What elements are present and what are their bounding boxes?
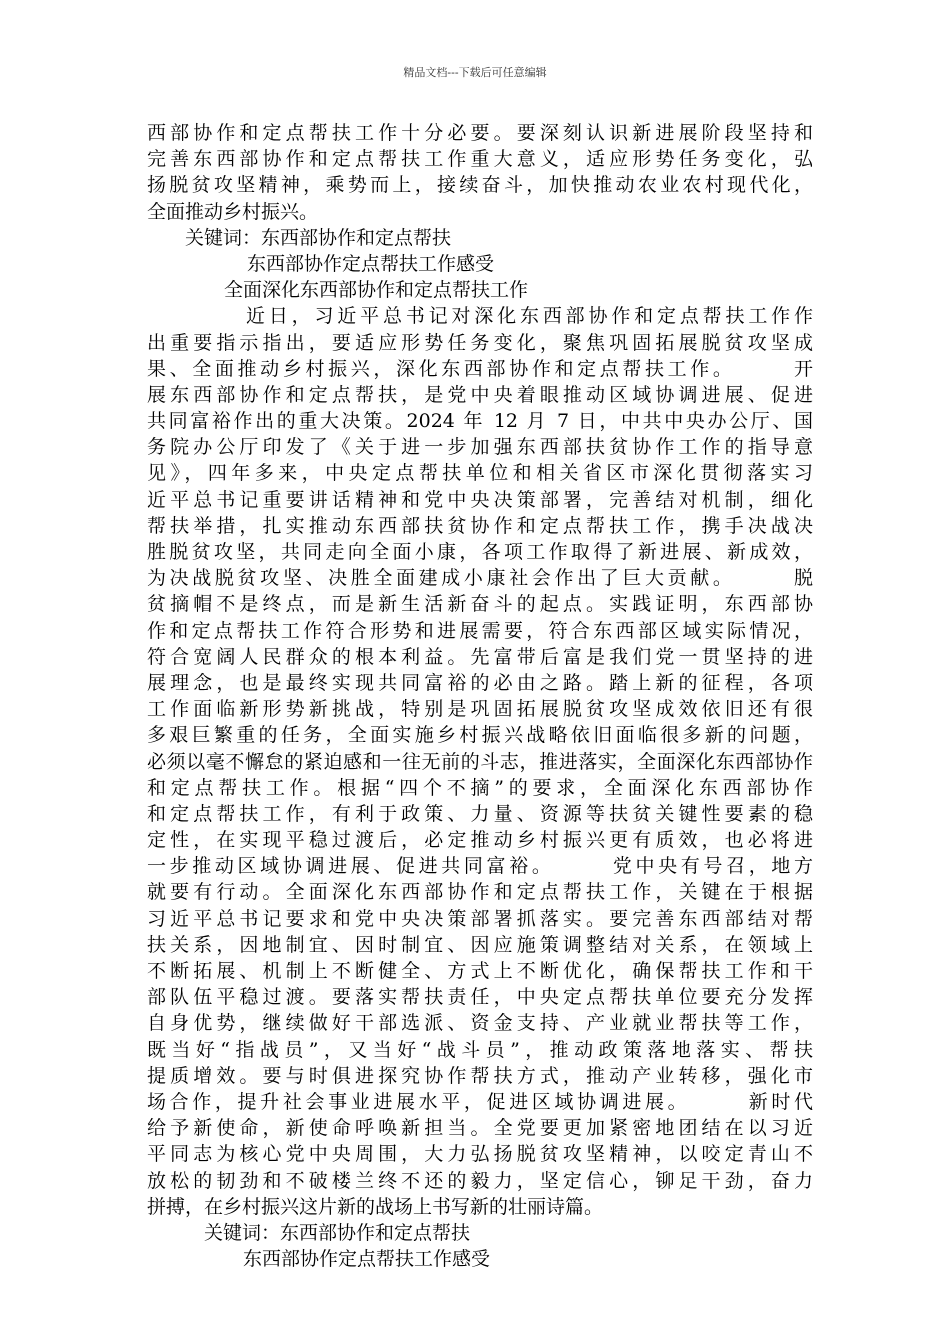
text-line: 西部协作和定点帮扶工作十分必要。要深刻认识新进展阶段坚持和 [147,122,813,144]
text-line: 定性，在实现平稳过渡后，必定推动乡村振兴更有质效，也必将进 [147,829,813,852]
text-line: 自身优势，继续做好干部选派、资金支持、产业就业帮扶等工作， [147,1012,813,1035]
text-line: 部队伍平稳过渡。要落实帮扶责任，中央定点帮扶单位要充分发挥 [147,986,813,1009]
text-line: 贫摘帽不是终点，而是新生活新奋斗的起点。实践证明，东西部协 [147,593,813,616]
text-line: 近日，习近平总书记对深化东西部协作和定点帮扶工作作 [246,305,813,328]
text-line: 拼搏，在乡村振兴这片新的战场上书写新的壮丽诗篇。 [147,1195,604,1218]
text-line: 近平总书记重要讲话精神和党中央决策部署，完善结对机制，细化 [147,488,813,511]
text-line: 展理念，也是最终实现共同富裕的必由之路。踏上新的征程，各项 [147,671,813,694]
text-line: 放松的韧劲和不破楼兰终不还的毅力，坚定信心，铆足干劲，奋力 [147,1169,813,1192]
text-line: 和定点帮扶工作。根据“四个不摘”的要求，全面深化东西部协作 [147,776,813,799]
text-line: 全面推动乡村振兴。 [147,200,319,223]
text-line: 多艰巨繁重的任务，全面实施乡村振兴战略依旧面临很多新的问题， [147,724,813,747]
text-line: 果、全面推动乡村振兴，深化东西部协作和定点帮扶工作。 开 [147,357,813,380]
text-line: 见》，四年多来，中央定点帮扶单位和相关省区市深化贯彻落实习 [147,462,813,485]
text-line: 符合宽阔人民群众的根本利益。先富带后富是我们党一贯坚持的进 [147,645,813,668]
text-line: 场合作，提升社会事业进展水平，促进区域协调进展。 新时代 [147,1090,813,1113]
text-line: 全面深化东西部协作和定点帮扶工作 [224,279,529,302]
text-line: 关键词：东西部协作和定点帮扶 [204,1221,471,1244]
text-line: 出重要指示指出，要适应形势任务变化，聚焦巩固拓展脱贫攻坚成 [147,331,813,354]
text-line: 就要有行动。全面深化东西部协作和定点帮扶工作，关键在于根据 [147,881,813,904]
text-line: 帮扶举措，扎实推动东西部扶贫协作和定点帮扶工作，携手决战决 [147,514,813,537]
document-body [147,120,813,1272]
text-line: 务院办公厅印发了《关于进一步加强东西部扶贫协作工作的指导意 [147,436,813,459]
text-line: 平同志为核心党中央周围，大力弘扬脱贫攻坚精神，以咬定青山不 [147,1143,813,1166]
page-header: 精品文档---下载后可任意编辑 [403,66,547,79]
text-line: 工作面临新形势新挑战，特别是巩固拓展脱贫攻坚成效依旧还有很 [147,698,813,721]
text-line: 作和定点帮扶工作符合形势和进展需要，符合东西部区域实际情况， [147,619,813,642]
text-line: 东西部协作定点帮扶工作感受 [247,252,495,275]
text-line: 和定点帮扶工作，有利于政策、力量、资源等扶贫关键性要素的稳 [147,802,813,825]
text-line: 完善东西部协作和定点帮扶工作重大意义，适应形势任务变化，弘 [147,148,813,171]
text-line: 必须以毫不懈怠的紧迫感和一往无前的斗志，推进落实，全面深化东西部协作 [147,750,813,773]
text-line: 扬脱贫攻坚精神，乘势而上，接续奋斗，加快推动农业农村现代化， [147,174,813,197]
text-line: 提质增效。要与时俱进探究协作帮扶方式，推动产业转移，强化市 [147,1064,813,1087]
text-line: 一步推动区域协调进展、促进共同富裕。 党中央有号召，地方 [147,855,813,878]
text-line: 胜脱贫攻坚，共同走向全面小康，各项工作取得了新进展、新成效， [147,541,813,563]
text-line: 习近平总书记要求和党中央决策部署抓落实。要完善东西部结对帮 [147,907,813,930]
text-line: 东西部协作定点帮扶工作感受 [243,1248,491,1271]
text-line: 为决战脱贫攻坚、决胜全面建成小康社会作出了巨大贡献。 脱 [147,567,813,590]
text-line: 给予新使命，新使命呼唤新担当。全党要更加紧密地团结在以习近 [147,1117,813,1140]
text-line: 不断拓展、机制上不断健全、方式上不断优化，确保帮扶工作和干 [147,960,813,982]
text-line: 展东西部协作和定点帮扶，是党中央着眼推动区域协调进展、促进 [147,383,813,406]
text-line: 既当好“指战员”，又当好“战斗员”，推动政策落地落实、帮扶 [147,1038,813,1061]
text-line: 共同富裕作出的重大决策。2024 年 12 月 7 日，中共中央办公厅、国 [147,410,813,433]
text-line: 扶关系，因地制宜、因时制宜、因应施策调整结对关系，在领域上 [147,933,813,956]
text-line: 关键词：东西部协作和定点帮扶 [185,226,452,249]
